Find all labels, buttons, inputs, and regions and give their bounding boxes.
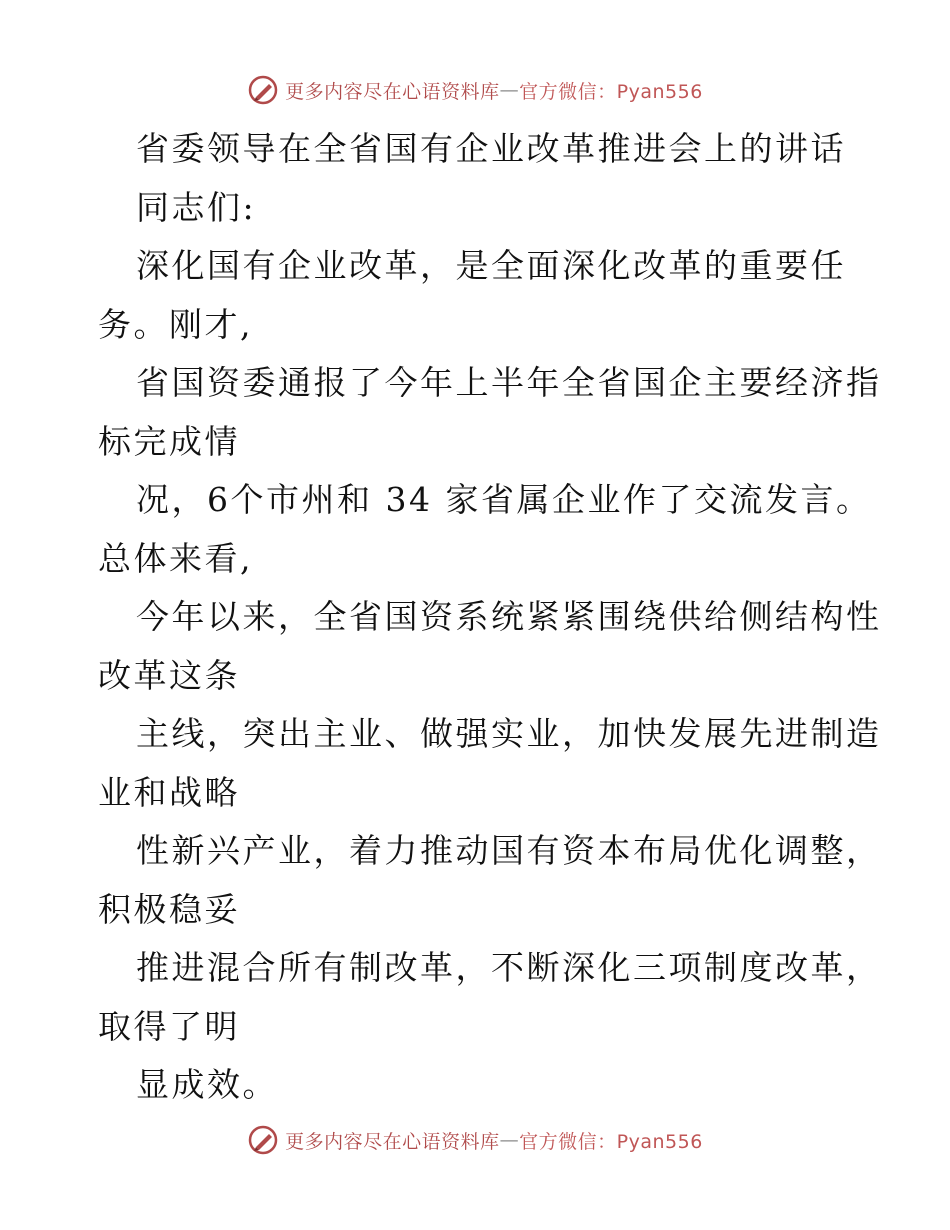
- document-body: [98, 120, 882, 1115]
- promo-text: 更多内容尽在心语资料库: [285, 80, 500, 103]
- wechat-id-text: 官方微信：Pyan556: [519, 1130, 703, 1153]
- paragraph-line: 业和战略: [98, 772, 240, 812]
- paragraph-line: 推进混合所有制改革，不断深化三项制度改革，: [136, 948, 882, 987]
- paragraph-line: 积极稳妥: [98, 889, 240, 929]
- header-watermark-banner: [0, 70, 950, 110]
- salutation: 同志们:: [136, 187, 257, 227]
- paragraph-line: 标完成情: [98, 421, 240, 461]
- paragraph-line: 改革这条: [98, 655, 240, 695]
- banner-dash: —: [499, 1129, 520, 1151]
- pen-logo-icon: [247, 1124, 279, 1156]
- document-title: 省委领导在全省国有企业改革推进会上的讲话: [136, 129, 846, 168]
- paragraph-line: 显成效。: [136, 1065, 278, 1104]
- paragraph-line: 况，6个市州和 34 家省属企业作了交流发言。: [136, 480, 872, 519]
- banner-dash: —: [499, 79, 520, 101]
- paragraph-line: 务。刚才,: [98, 304, 253, 344]
- paragraph-line: 今年以来，全省国资系统紧紧围绕供给侧结构性: [136, 597, 882, 636]
- pen-logo-icon: [247, 74, 279, 106]
- paragraph-line: 省国资委通报了今年上半年全省国企主要经济指: [136, 363, 882, 402]
- paragraph-line: 取得了明: [98, 1006, 240, 1046]
- paragraph-line: 性新兴产业，着力推动国有资本布局优化调整，: [136, 831, 882, 870]
- paragraph-line: 总体来看,: [98, 538, 253, 578]
- paragraph-line: 主线，突出主业、做强实业，加快发展先进制造: [136, 714, 882, 753]
- wechat-id-text: 官方微信：Pyan556: [519, 80, 703, 103]
- footer-watermark-banner: [0, 1120, 950, 1160]
- paragraph-line: 深化国有企业改革，是全面深化改革的重要任: [136, 246, 846, 285]
- promo-text: 更多内容尽在心语资料库: [285, 1130, 500, 1153]
